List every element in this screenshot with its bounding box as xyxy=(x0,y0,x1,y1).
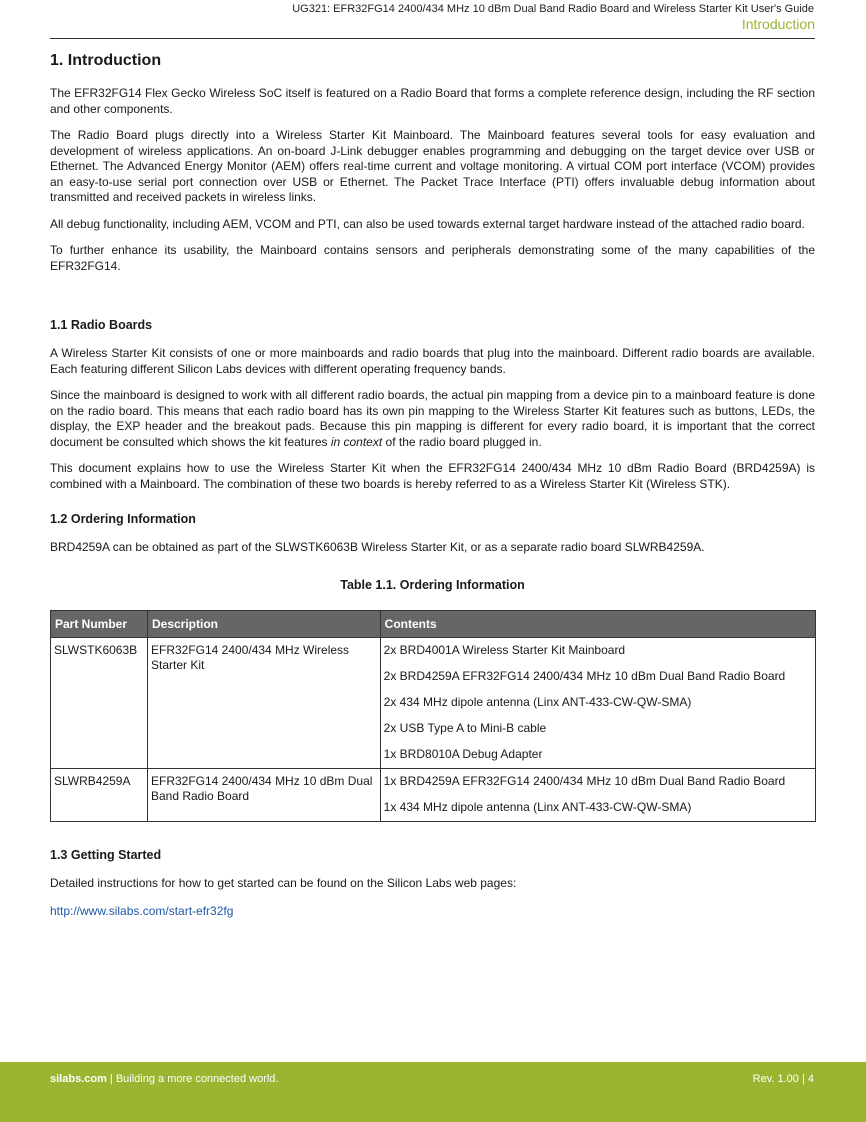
radio-boards-paragraph-1: A Wireless Starter Kit consists of one or more mainboards and radio boards that plug into the mainboard. Different radio boards are available. Each featuring different Silicon Labs devices with different operating frequency bands. xyxy=(50,346,815,376)
radio-boards-paragraph-2 xyxy=(50,388,815,450)
contents-item: 1x BRD4259A EFR32FG14 2400/434 MHz 10 dBm Dual Band Radio Board xyxy=(383,773,786,788)
footer-left xyxy=(50,1073,278,1085)
table-row xyxy=(51,637,816,768)
contents-item: 2x 434 MHz dipole antenna (Linx ANT-433-CW-QW-SMA) xyxy=(383,694,692,709)
contents-item: 2x USB Type A to Mini-B cable xyxy=(383,720,547,735)
radio-boards-p2-emphasis: in context xyxy=(330,434,383,449)
ordering-paragraph: BRD4259A can be obtained as part of the SLWSTK6063B Wireless Starter Kit, or as a separate radio board SLWRB4259A. xyxy=(50,540,705,554)
ordering-table xyxy=(50,610,816,822)
intro-paragraph-1: The EFR32FG14 Flex Gecko Wireless SoC itself is featured on a Radio Board that forms a complete reference design, including the RF section and other components. xyxy=(50,86,815,116)
radio-boards-paragraph-3: This document explains how to use the Wireless Starter Kit when the EFR32FG14 2400/434 MHz 10 dBm Radio Board (BRD4259A) is combined with a Mainboard. The combination of these two boards is hereby referred to as a Wireless Starter Kit (Wireless STK). xyxy=(50,461,815,491)
header-divider xyxy=(50,38,815,39)
section-name: Introduction xyxy=(741,16,815,32)
footer-revision: Rev. 1.00 | 4 xyxy=(752,1073,814,1085)
description-cell: EFR32FG14 2400/434 MHz 10 dBm Dual Band Radio Board xyxy=(147,768,380,821)
getting-started-heading: 1.3 Getting Started xyxy=(50,847,162,862)
contents-item: 2x BRD4259A EFR32FG14 2400/434 MHz 10 dBm Dual Band Radio Board xyxy=(383,668,786,683)
table-caption: Table 1.1. Ordering Information xyxy=(340,577,525,592)
column-header-contents: Contents xyxy=(380,610,815,637)
table-row xyxy=(51,768,816,821)
contents-item: 1x BRD8010A Debug Adapter xyxy=(383,746,543,761)
start-link[interactable]: http://www.silabs.com/start-efr32fg xyxy=(50,904,234,918)
radio-boards-heading: 1.1 Radio Boards xyxy=(50,318,153,332)
footer-site-link[interactable]: silabs.com xyxy=(50,1073,107,1085)
intro-paragraph-3: All debug functionality, including AEM, VCOM and PTI, can also be used towards external target hardware instead of the attached radio board. xyxy=(50,216,805,231)
ordering-heading: 1.2 Ordering Information xyxy=(50,512,196,526)
radio-boards-p2-text-end: of the radio board plugged in. xyxy=(382,434,542,449)
radio-boards-p2-text: Since the mainboard is designed to work with all different radio boards, the actual pin mapping from a device pin to a mainboard feature is done on the radio board. This means that each radio board has its own pin mapping to the Wireless Starter Kit features such as buttons, LEDs, the display, the EXP header and the breakout pads. Because this pin mapping is different for every radio board, it is important that the correct document be consulted which shows the kit features xyxy=(50,388,815,449)
part-number-cell: SLWSTK6063B xyxy=(51,637,148,768)
intro-heading: 1. Introduction xyxy=(50,52,162,69)
page-content xyxy=(50,48,815,920)
footer-tagline: | Building a more connected world. xyxy=(106,1073,279,1085)
description-cell: EFR32FG14 2400/434 MHz Wireless Starter Kit xyxy=(147,637,380,768)
intro-paragraph-4: To further enhance its usability, the Mainboard contains sensors and peripherals demonstrating some of the many capabilities of the EFR32FG14. xyxy=(50,243,815,273)
contents-cell xyxy=(380,637,815,768)
table-header-row xyxy=(51,610,816,637)
intro-paragraph-2: The Radio Board plugs directly into a Wireless Starter Kit Mainboard. The Mainboard features several tools for easy evaluation and development of wireless applications. An on-board J-Link debugger enables programming and debugging on the target device over USB or Ethernet. The Advanced Energy Monitor (AEM) offers real-time current and voltage monitoring. A virtual COM port interface (VCOM) provides an easy-to-use serial port connection over USB or Ethernet. The Packet Trace Interface (PTI) offers invaluable debug information about transmitted and received packets in wireless links. xyxy=(50,128,815,204)
contents-cell xyxy=(380,768,815,821)
document-title: UG321: EFR32FG14 2400/434 MHz 10 dBm Dual Band Radio Board and Wireless Starter Kit User's Guide xyxy=(292,3,814,15)
contents-item: 1x 434 MHz dipole antenna (Linx ANT-433-CW-QW-SMA) xyxy=(383,799,692,814)
getting-started-paragraph: Detailed instructions for how to get started can be found on the Silicon Labs web pages: xyxy=(50,875,517,890)
part-number-cell: SLWRB4259A xyxy=(51,768,148,821)
footer-bar xyxy=(0,1062,866,1122)
column-header-part-number: Part Number xyxy=(51,610,148,637)
column-header-description: Description xyxy=(147,610,380,637)
contents-item: 2x BRD4001A Wireless Starter Kit Mainboard xyxy=(383,642,626,657)
